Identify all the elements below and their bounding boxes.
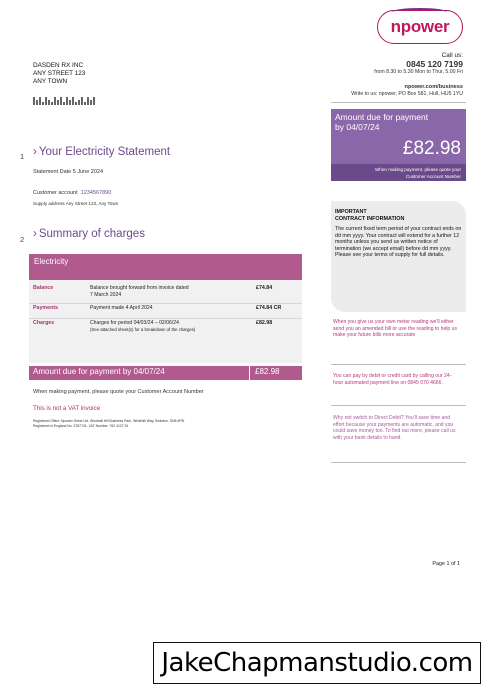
amount-due-bar <box>29 366 302 380</box>
postal-address: Write to us: npower, PO Box 581, Hull, HU5 1YU <box>351 91 463 97</box>
amount-due-bar-value: £82.98 <box>255 367 280 376</box>
chevron-right-icon: › <box>33 228 37 240</box>
amount-due-label-1: Amount due for payment <box>335 112 429 122</box>
logo-swoosh-icon <box>392 8 447 16</box>
watermark-text: JakeChapmanstudio.com <box>161 648 473 678</box>
row-label: Payments <box>33 305 59 311</box>
customer-name: DASDEN RX INC <box>33 62 84 69</box>
vat-note: This is not a VAT invoice <box>33 405 101 412</box>
row-amount: £74.84 <box>256 285 273 291</box>
electricity-header: Electricity <box>29 254 302 280</box>
amount-due-value: £82.98 <box>402 138 461 159</box>
important-heading: IMPORTANT <box>335 209 367 215</box>
row-divider <box>29 303 302 304</box>
contact-block <box>351 52 463 98</box>
important-contract-box <box>331 201 466 312</box>
call-us-label: Call us: <box>441 52 463 59</box>
row-desc-line: (See attached sheet(s) for a breakdown of the charges) <box>90 326 196 332</box>
divider <box>249 366 250 380</box>
divider <box>331 364 466 365</box>
row-divider <box>29 318 302 319</box>
row-description <box>90 320 195 333</box>
supply-address: Supply address Any Street 123, Any Town <box>33 201 119 206</box>
quote-note-1: When making payment, please quote your <box>374 167 461 172</box>
phone-number[interactable]: 0845 120 7199 <box>406 59 463 69</box>
quote-account-note: When making payment, please quote your Customer Account Number <box>33 389 204 395</box>
legal-line: Registered in England No. 3787741. VAT Number: 762 4127 51 <box>33 424 129 428</box>
opening-hours: from 8.30 to 5.30 Mon to Thur, 5.00 Fri <box>374 69 463 75</box>
amount-due-bar-label: Amount due for payment by 04/07/24 <box>33 367 165 376</box>
divider <box>331 405 466 406</box>
meter-reading-note: When you give us your own meter reading we'll either send you an amended bill or use the reading to help us make your future bills more accurate <box>333 319 458 339</box>
row-desc-line: Balance brought forward from invoice dated <box>90 285 189 291</box>
summary-title-text: Summary of charges <box>38 228 145 240</box>
amount-due-box <box>331 109 466 181</box>
postal-barcode-icon <box>33 97 97 105</box>
divider <box>331 102 466 103</box>
card-payment-note: You can pay by debit or credit card by calling our 24-hour automated payment line on 0845 070 4666. <box>333 373 452 386</box>
important-subheading: CONTRACT INFORMATION <box>335 216 405 222</box>
website-link[interactable]: npower.com/business <box>404 84 463 90</box>
table-row <box>29 320 302 334</box>
row-label: Charges <box>33 320 55 326</box>
chevron-right-icon: › <box>33 146 37 158</box>
customer-address <box>33 62 85 86</box>
summary-title <box>33 228 145 240</box>
row-desc-line: 7 March 2024 <box>90 291 122 298</box>
page-number: Page 1 of 1 <box>432 561 460 567</box>
statement-title-text: Your Electricity Statement <box>38 146 171 158</box>
logo-text: npower <box>390 17 450 36</box>
row-description: Payment made 4 April 2024 <box>90 305 153 311</box>
row-label: Balance <box>33 285 54 291</box>
row-amount: £74.84 CR <box>256 305 282 311</box>
table-row <box>29 305 302 319</box>
section-number: 2 <box>20 235 25 244</box>
table-row <box>29 285 302 299</box>
charges-table <box>29 280 302 363</box>
section-number: 1 <box>20 152 25 161</box>
account-number: 1234567890 <box>80 190 112 196</box>
watermark <box>153 642 481 684</box>
row-description <box>90 285 189 298</box>
account-label: Customer account <box>33 190 78 196</box>
customer-account <box>33 190 111 196</box>
npower-logo <box>377 10 463 44</box>
statement-title <box>33 146 170 158</box>
amount-due-label-2: by 04/07/24 <box>335 122 380 132</box>
quote-note-2: Customer Account Number <box>405 174 461 179</box>
direct-debit-note: Why not switch to Direct Debit? You'll save time and effort because your payments are automatic, and you could save money too. To find out more, please call us with your bank details to hand. <box>333 415 456 441</box>
row-amount: £82.98 <box>256 320 273 326</box>
statement-date: Statement Date 5 June 2024 <box>33 169 104 175</box>
important-body: The current fixed term period of your contract ends on dd mm yyyy. Your contract will extend for a further 12 months unless you send us written notice of termination (we accept email) before dd mm yyyy. Please see your terms of supply for full details. <box>335 226 462 259</box>
row-desc-line: Charges for period 04/03/24 – 02/06/24 <box>90 320 179 326</box>
legal-line: Registered Office: Npower Direct Ltd, Windmill Hill Business Park, Whitehill Way, Swindon, SN5 6PB. <box>33 419 185 423</box>
customer-town: ANY TOWN <box>33 78 68 85</box>
divider <box>331 462 466 463</box>
customer-street: ANY STREET 123 <box>33 70 86 77</box>
